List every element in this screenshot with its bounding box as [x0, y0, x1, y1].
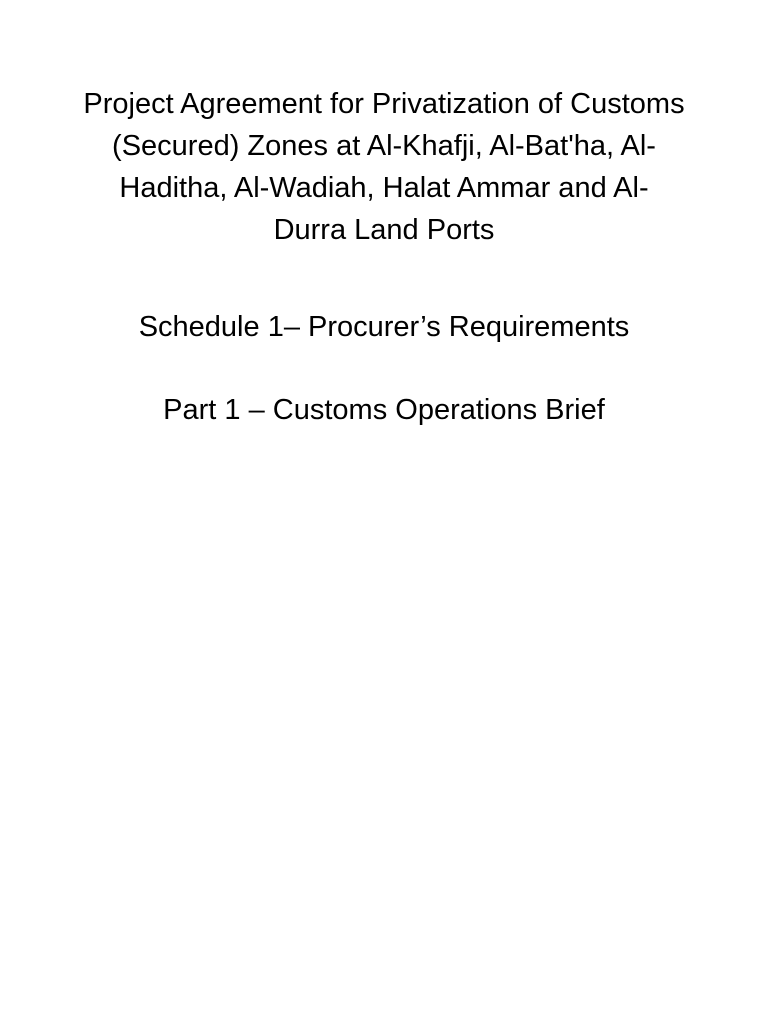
title-line-1: Project Agreement for Privatization of Customs	[83, 88, 685, 120]
title-line-2: (Secured) Zones at Al-Khafji, Al-Bat'ha, Al-	[112, 130, 656, 162]
title-line-3: Haditha, Al-Wadiah, Halat Ammar and Al-	[119, 172, 649, 204]
part-heading: Part 1 – Customs Operations Brief	[163, 394, 605, 426]
title-line-4: Durra Land Ports	[273, 214, 495, 246]
schedule-heading: Schedule 1– Procurer’s Requirements	[138, 311, 630, 343]
